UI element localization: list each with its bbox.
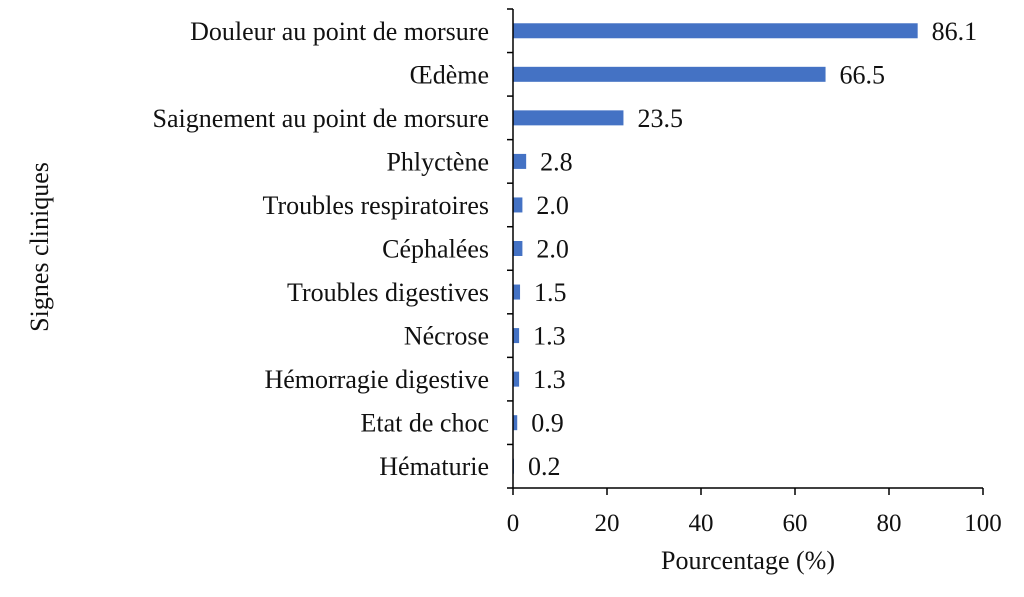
bar	[513, 23, 918, 38]
value-label: 2.0	[536, 190, 569, 220]
category-label: Phlyctène	[386, 147, 489, 177]
category-label: Hémorragie digestive	[264, 365, 489, 395]
category-label: Céphalées	[382, 234, 489, 264]
x-tick-label: 0	[506, 510, 520, 537]
category-label: Œdème	[409, 60, 489, 90]
value-label: 66.5	[839, 60, 886, 90]
category-label: Troubles digestives	[287, 278, 489, 308]
value-label: 2.0	[536, 234, 569, 264]
x-tick-label: 80	[876, 510, 902, 537]
value-label: 2.8	[540, 147, 573, 177]
y-axis-ticks	[507, 9, 513, 488]
category-labels	[153, 17, 489, 481]
bar	[513, 67, 826, 82]
bar	[513, 372, 519, 387]
value-label: 23.5	[637, 103, 683, 133]
category-label: Troubles respiratoires	[262, 190, 489, 220]
value-label: 1.3	[533, 321, 566, 351]
x-tick-label: 100	[964, 510, 1002, 537]
value-label: 1.3	[533, 365, 566, 395]
value-labels	[528, 17, 977, 481]
category-label: Nécrose	[403, 321, 489, 351]
category-label: Etat de choc	[360, 408, 489, 438]
value-label: 1.5	[534, 278, 567, 308]
bar	[513, 110, 623, 125]
bar	[513, 197, 522, 212]
bar	[513, 285, 520, 300]
bar	[513, 241, 522, 256]
category-label: Douleur au point de morsure	[190, 16, 489, 46]
category-label: Hématurie	[379, 452, 489, 482]
value-label: 86.1	[931, 16, 978, 46]
x-tick-label: 40	[688, 510, 714, 537]
x-axis-ticks	[507, 488, 1002, 537]
value-label: 0.9	[531, 408, 564, 438]
bar	[513, 154, 526, 169]
x-tick-label: 20	[594, 510, 620, 537]
bar	[513, 328, 519, 343]
category-label: Saignement au point de morsure	[152, 103, 489, 133]
y-axis-title: Signes cliniques	[25, 162, 54, 332]
value-label: 0.2	[527, 452, 561, 482]
x-tick-label: 60	[782, 510, 808, 537]
x-axis-title: Pourcentage (%)	[661, 546, 835, 575]
bars-group	[513, 23, 918, 473]
